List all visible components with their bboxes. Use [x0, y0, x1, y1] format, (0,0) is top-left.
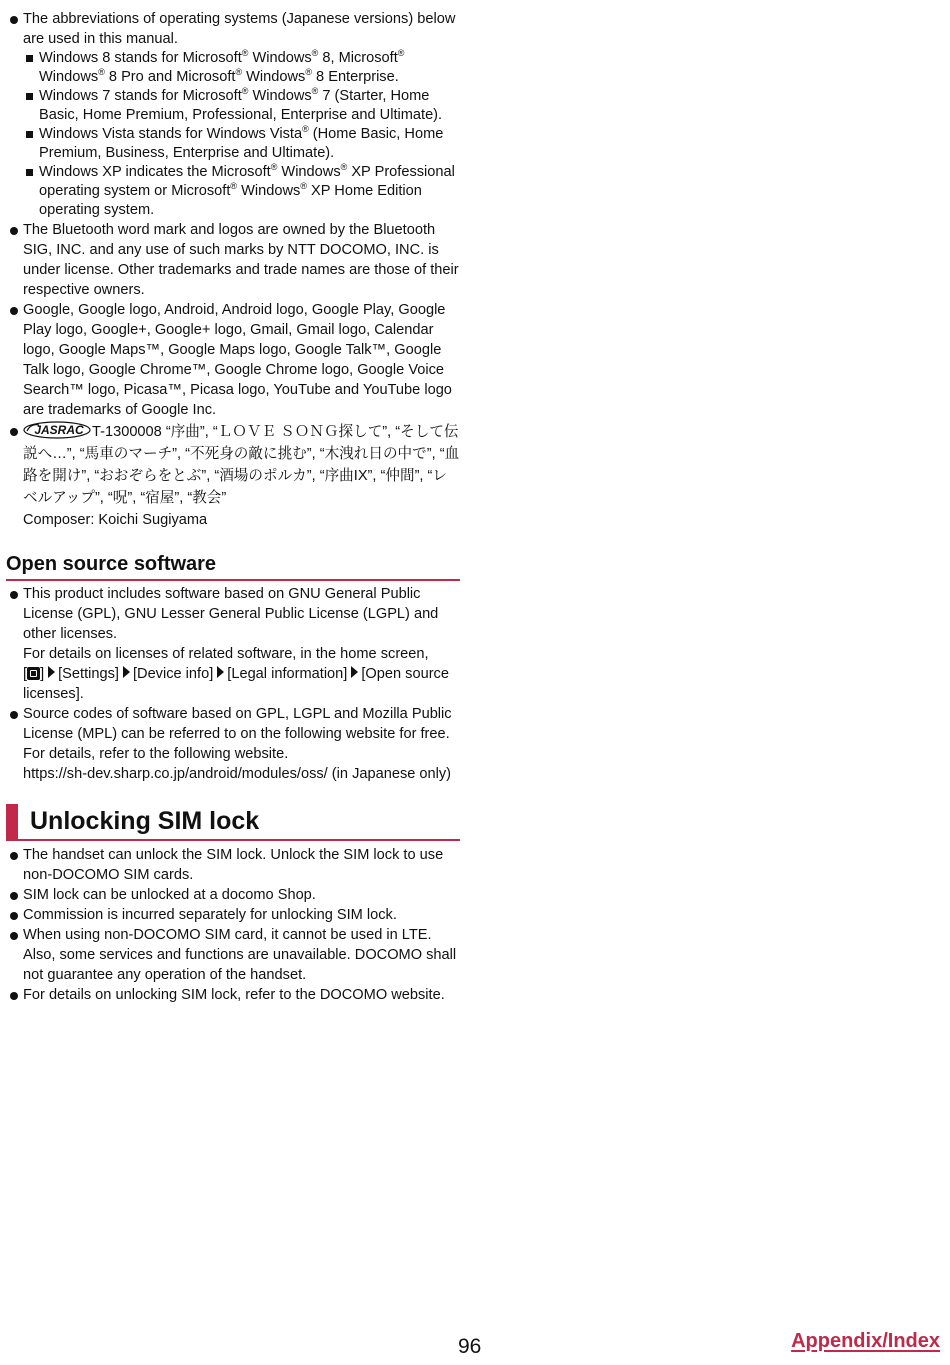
- registered-mark: ®: [340, 162, 348, 172]
- windows-item: [8, 163, 460, 220]
- sim-lock-item-text: Commission is incurred separately for unlocking SIM lock.: [23, 907, 397, 923]
- windows-item-text: Windows: [237, 183, 301, 199]
- open-source-details-text: For details on licenses of related software, in the home screen,: [23, 646, 429, 662]
- arrow-right-icon: [48, 666, 55, 678]
- path-legal-information: [Legal information]: [227, 666, 348, 682]
- source-code-url: https://sh-dev.sharp.co.jp/android/modules/oss/ (in Japanese only): [23, 766, 452, 782]
- sim-lock-item-text: When using non-DOCOMO SIM card, it cannot be used in LTE. Also, some services and functions are unavailable. DOCOMO shall not guarantee any operation of the handset.: [23, 927, 457, 983]
- arrow-right-icon: [351, 666, 358, 678]
- composer-text: Composer: Koichi Sugiyama: [23, 512, 208, 528]
- open-source-item-1: [8, 584, 460, 704]
- jasrac-logo: [23, 421, 91, 439]
- windows-item-text: (Home Basic, Home Premium, Business, Enterprise and Ultimate).: [39, 126, 444, 161]
- sim-lock-item: [8, 925, 460, 985]
- windows-item-text: Windows: [248, 88, 312, 104]
- windows-item-text: Windows: [277, 164, 341, 180]
- sim-lock-item: [8, 985, 460, 1005]
- app-list-icon: [27, 667, 40, 680]
- registered-mark: ®: [397, 48, 405, 58]
- sim-lock-item: [8, 905, 460, 925]
- windows-item: [8, 125, 460, 163]
- windows-item: [8, 49, 460, 87]
- windows-item-text: Windows: [248, 50, 312, 66]
- windows-item-text: Windows: [39, 69, 99, 85]
- registered-mark: ®: [230, 181, 238, 191]
- path-device-info: [Device info]: [132, 666, 214, 682]
- windows-item-text: XP Home Edition operating system.: [39, 183, 422, 218]
- registered-mark: ®: [311, 48, 319, 58]
- sim-lock-list: [8, 845, 460, 1005]
- windows-item: [8, 87, 460, 125]
- windows-item-text: Windows: [242, 69, 306, 85]
- registered-mark: ®: [305, 67, 312, 77]
- jasrac-works-text: T-1300008 “序曲”, “ＬＯＶＥ ＳＯＮＧ探して”, “そして伝説へ…”, “馬車のマーチ”, “不死身の敵に挑む”, “木洩れ日の中で”, “血路を開け”, “おおぞらをとぶ”, “酒場のポルカ”, “序曲IX”, “仲間”, “レベルアップ”, “呪”, “宿屋”, “教会”: [23, 424, 460, 506]
- arrow-right-icon: [217, 666, 224, 678]
- registered-mark: ®: [241, 86, 249, 96]
- windows-item-text: 8 Enterprise.: [311, 69, 399, 85]
- appendix-index-link[interactable]: Appendix/Index: [791, 1330, 940, 1352]
- os-intro-text: The abbreviations of operating systems (Japanese versions) below are used in this manual.: [23, 11, 456, 47]
- bluetooth-item: [8, 220, 460, 300]
- path-open-source-licenses: [Open source licenses].: [23, 666, 449, 702]
- sim-lock-item-text: SIM lock can be unlocked at a docomo Shop.: [23, 887, 316, 903]
- page-number: 96: [458, 1335, 482, 1358]
- registered-mark: ®: [300, 181, 307, 191]
- windows-item-text: Windows Vista stands for Windows Vista: [39, 126, 303, 142]
- open-source-heading: Open source software: [6, 551, 460, 581]
- google-text: Google, Google logo, Android, Android logo, Google Play, Google Play logo, Google+, Google+ logo, Gmail, Gmail logo, Calendar logo, Google Maps™, Google Maps logo, Google Talk™, Google Talk logo, Google Chrome™, Google Chrome logo, Google Voice Search™ logo, Picasa™, Picasa logo, YouTube and YouTube logo are trademarks of Google Inc.: [23, 302, 452, 418]
- registered-mark: ®: [270, 162, 278, 172]
- sim-lock-item: [8, 845, 460, 885]
- registered-mark: ®: [241, 48, 249, 58]
- sim-lock-item: [8, 885, 460, 905]
- registered-mark: ®: [311, 86, 319, 96]
- windows-item-text: 8, Microsoft: [318, 50, 398, 66]
- jasrac-logo-text: JASRAC: [34, 423, 84, 437]
- os-abbreviation-item: [8, 9, 460, 49]
- arrow-right-icon: [123, 666, 130, 678]
- open-source-item-2: [8, 704, 460, 784]
- source-code-text: Source codes of software based on GPL, LGPL and Mozilla Public License (MPL) can be referred to on the following website for free. For details, refer to the following website.: [23, 706, 452, 762]
- windows-item-text: Windows 7 stands for Microsoft: [39, 88, 242, 104]
- windows-item-text: 7 (Starter, Home Basic, Home Premium, Professional, Enterprise and Ultimate).: [39, 88, 443, 123]
- registered-mark: ®: [235, 67, 243, 77]
- registered-mark: ®: [98, 67, 105, 77]
- jasrac-item: [8, 421, 460, 531]
- bluetooth-text: The Bluetooth word mark and logos are owned by the Bluetooth SIG, INC. and any use of such marks by NTT DOCOMO, INC. is under license. Other trademarks and trade names are those of their respective owners.: [23, 222, 459, 298]
- windows-item-text: 8 Pro and Microsoft: [104, 69, 236, 85]
- main-column: [8, 9, 460, 1005]
- sim-lock-item-text: For details on unlocking SIM lock, refer to the DOCOMO website.: [23, 987, 445, 1003]
- windows-item-text: Windows 8 stands for Microsoft: [39, 50, 242, 66]
- windows-item-text: XP Professional operating system or Microsoft: [39, 164, 455, 199]
- sim-lock-item-text: The handset can unlock the SIM lock. Unlock the SIM lock to use non-DOCOMO SIM cards.: [23, 847, 444, 883]
- sim-lock-heading: Unlocking SIM lock: [6, 804, 460, 841]
- google-item: [8, 300, 460, 420]
- windows-list: [8, 49, 460, 220]
- registered-mark: ®: [302, 124, 309, 134]
- path-settings: [Settings]: [58, 666, 119, 682]
- windows-item-text: Windows XP indicates the Microsoft: [39, 164, 271, 180]
- open-source-license-text: This product includes software based on GNU General Public License (GPL), GNU Lesser General Public License (LGPL) and other licenses.: [23, 586, 439, 642]
- open-source-path: [ ] [Settings] [Device info] [Legal information] [Open source licenses].: [23, 666, 449, 702]
